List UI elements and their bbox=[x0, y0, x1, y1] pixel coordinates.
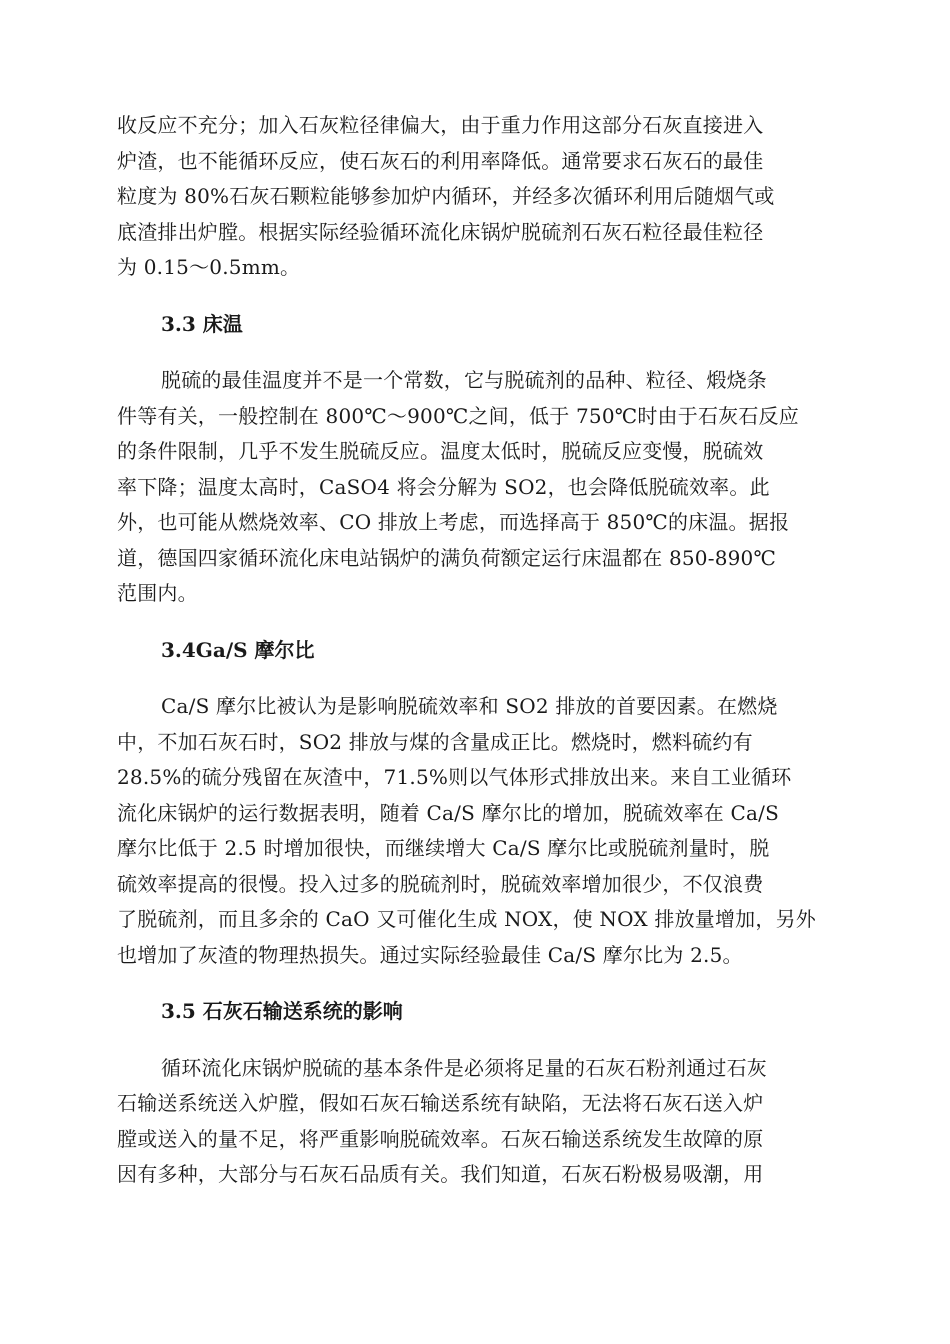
paragraph-limestone-conveying-system bbox=[117, 1051, 833, 1193]
section-heading-3-5: 3.5 石灰石输送系统的影响 bbox=[161, 999, 403, 1023]
text-line: 道，德国四家循环流化床电站锅炉的满负荷额定运行床温都在 850-890℃ bbox=[117, 545, 777, 570]
text-line: 膛或送入的量不足，将严重影响脱硫效率。石灰石输送系统发生故障的原 bbox=[117, 1126, 764, 1151]
text-line: 循环流化床锅炉脱硫的基本条件是必须将足量的石灰石粉剂通过石灰 bbox=[161, 1055, 767, 1080]
text-line: 为 0.15～0.5mm。 bbox=[117, 255, 301, 279]
text-line: 炉渣，也不能循环反应，使石灰石的利用率降低。通常要求石灰石的最佳 bbox=[117, 148, 764, 173]
text-line: 石输送系统送入炉膛，假如石灰石输送系统有缺陷，无法将石灰石送入炉 bbox=[117, 1091, 764, 1115]
text-line: 硫效率提高的很慢。投入过多的脱硫剂时，脱硫效率增加很少，不仅浪费 bbox=[117, 871, 764, 896]
text-line: 也增加了灰渣的物理热损失。通过实际经验最佳 Ca/S 摩尔比为 2.5。 bbox=[117, 942, 743, 967]
section-heading-3-3: 3.3 床温 bbox=[161, 311, 243, 336]
text-line: 流化床锅炉的运行数据表明，随着 Ca/S 摩尔比的增加，脱硫效率在 Ca/S bbox=[117, 800, 780, 825]
text-line: 收反应不充分；加入石灰粒径律偏大，由于重力作用这部分石灰直接进入 bbox=[117, 113, 764, 137]
paragraph-bed-temperature bbox=[117, 363, 833, 612]
paragraph-limestone-particle-size bbox=[117, 108, 833, 286]
text-line: Ca/S 摩尔比被认为是影响脱硫效率和 SO2 排放的首要因素。在燃烧 bbox=[161, 694, 778, 718]
text-line: 率下降；温度太高时，CaSO4 将会分解为 SO2，也会降低脱硫效率。此 bbox=[117, 474, 770, 499]
text-line: 范围内。 bbox=[117, 581, 198, 605]
text-line: 摩尔比低于 2.5 时增加很快，而继续增大 Ca/S 摩尔比或脱硫剂量时，脱 bbox=[117, 836, 770, 860]
text-line: 因有多种，大部分与石灰石品质有关。我们知道，石灰石粉极易吸潮，用 bbox=[117, 1162, 764, 1186]
section-heading-3-4: 3.4Ga/S 摩尔比 bbox=[161, 637, 315, 662]
text-line: 脱硫的最佳温度并不是一个常数，它与脱硫剂的品种、粒径、煅烧条 bbox=[161, 368, 767, 392]
text-line: 底渣排出炉膛。根据实际经验循环流化床锅炉脱硫剂石灰石粒径最佳粒径 bbox=[117, 219, 764, 244]
text-line: 件等有关，一般控制在 800℃～900℃之间，低于 750℃时由于石灰石反应 bbox=[117, 403, 799, 428]
text-line: 粒度为 80%石灰石颗粒能够参加炉内循环，并经多次循环利用后随烟气或 bbox=[117, 184, 775, 208]
paragraph-ca-s-molar-ratio bbox=[117, 689, 833, 973]
text-line: 了脱硫剂，而且多余的 CaO 又可催化生成 NOX，使 NOX 排放量增加，另外 bbox=[117, 907, 816, 931]
text-line: 外，也可能从燃烧效率、CO 排放上考虑，而选择高于 850℃的床温。据报 bbox=[117, 510, 790, 534]
text-line: 中，不加石灰石时，SO2 排放与煤的含量成正比。燃烧时，燃料硫约有 bbox=[117, 729, 753, 754]
text-line: 的条件限制，几乎不发生脱硫反应。温度太低时，脱硫反应变慢，脱硫效 bbox=[117, 439, 764, 463]
text-line: 28.5%的硫分残留在灰渣中，71.5%则以气体形式排放出来。来自工业循环 bbox=[117, 765, 792, 789]
document-page bbox=[117, 108, 833, 1193]
